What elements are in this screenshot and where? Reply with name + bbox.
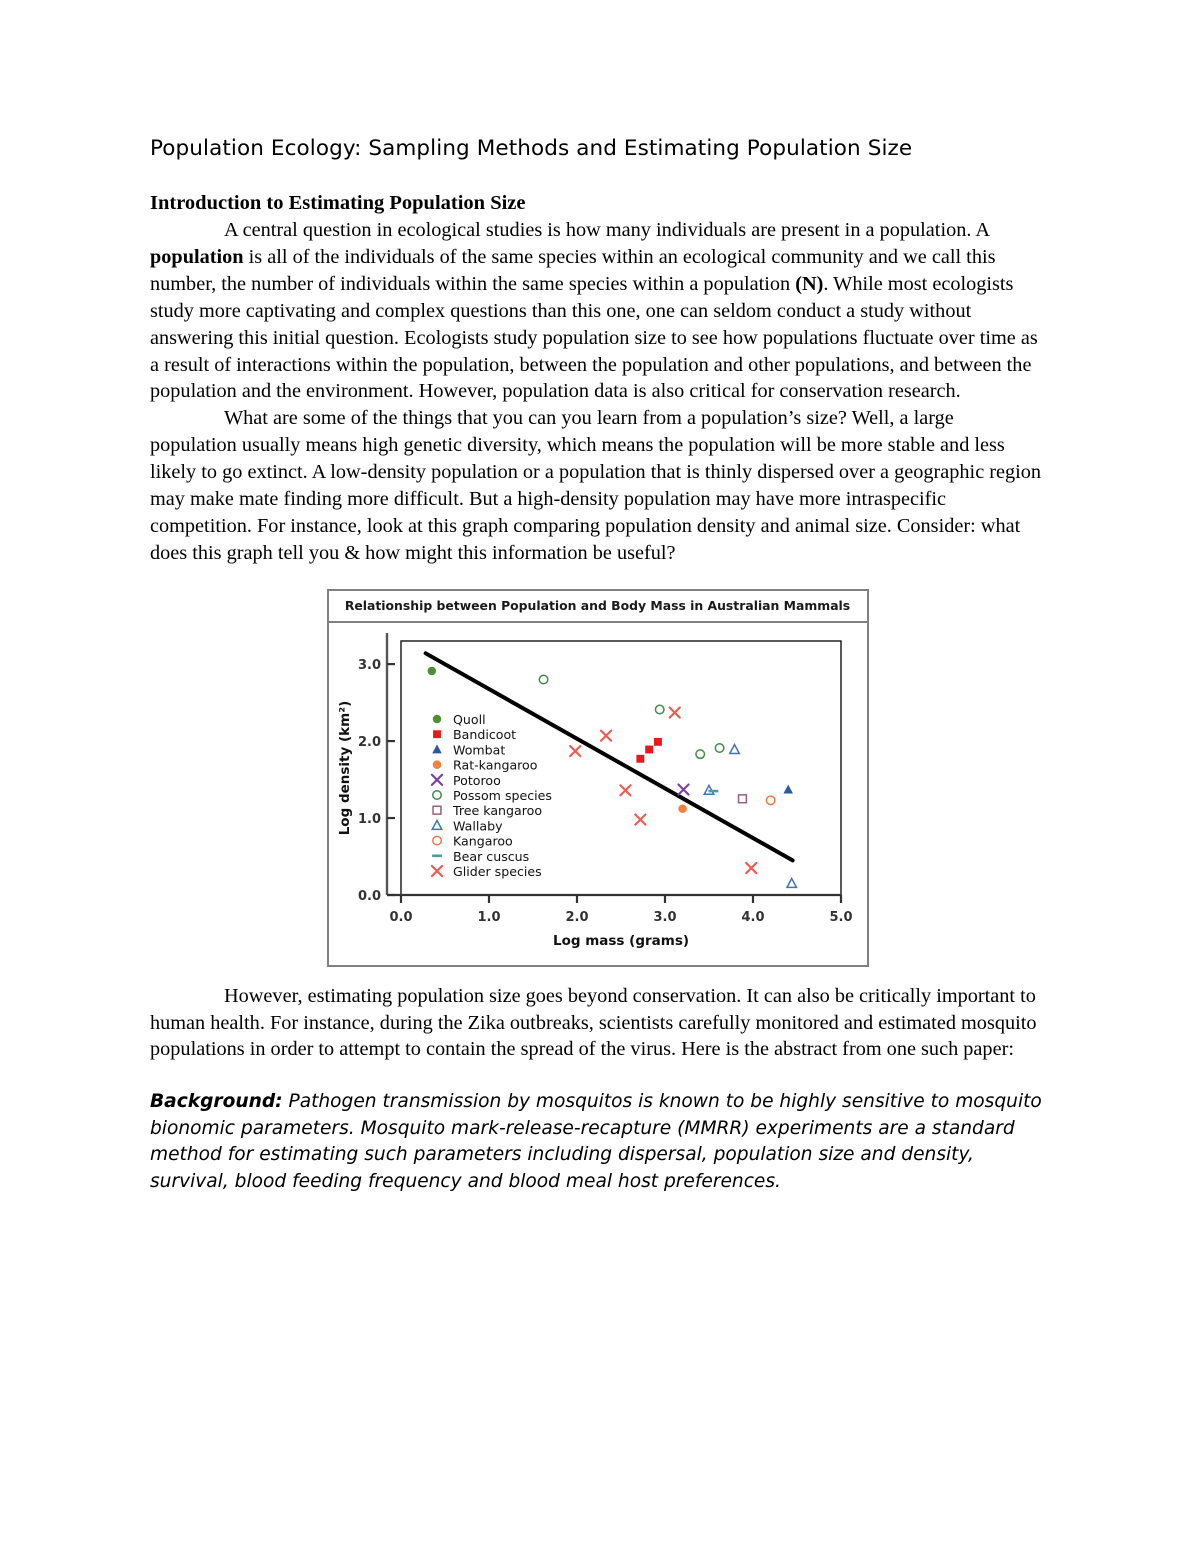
par1-text-b: is all of the individuals of the same species within an ecological community and we call this number, the number of individuals within the same species within a population bbox=[150, 245, 996, 295]
legend-label: Wombat bbox=[452, 742, 505, 758]
scatter-plot-svg bbox=[329, 623, 867, 965]
y-axis-title: Log density (km²) bbox=[336, 700, 353, 835]
data-point bbox=[636, 754, 644, 762]
par1-text-a: A central question in ecological studies is how many individuals are present in a population. A bbox=[224, 219, 989, 242]
section-heading: Introduction to Estimating Population Size bbox=[150, 191, 526, 214]
abstract-body-text: Pathogen transmission by mosquitos is known to be highly sensitive to mosquito bionomic parameters. Mosquito mark-release-recapture (MMRR) experiments are a standard method for estimating such parameters including dispersal, population size and density, survival, blood feeding frequency and blood meal host preferences. bbox=[150, 1091, 1042, 1193]
x-axis-tick-label: 3.0 bbox=[652, 909, 677, 925]
legend-label: Potoroo bbox=[452, 772, 501, 788]
chart-title-band bbox=[329, 591, 867, 623]
abstract-lead-label: Background: bbox=[150, 1091, 283, 1113]
paragraph-intro bbox=[150, 217, 1045, 405]
x-axis-tick-label: 0.0 bbox=[388, 909, 413, 925]
legend-label: Possom species bbox=[452, 787, 552, 803]
title-spacer bbox=[150, 162, 1045, 190]
legend-marker bbox=[432, 714, 441, 723]
x-axis-tick-label: 2.0 bbox=[564, 909, 589, 925]
legend-label: Bear cuscus bbox=[452, 848, 529, 864]
paragraph-learn: What are some of the things that you can you learn from a population’s size? Well, a large population usually means high genetic diversity, which means the population will be more stable and less likely to go extinct. A low-density population or a population that is thinly dispersed over a geographic region may make mate finding more difficult. But a high-density population may have more intraspecific competition. For instance, look at this graph comparing population density and animal size. Consider: what does this graph tell you & how might this information be useful? bbox=[150, 407, 1042, 564]
abstract-paragraph bbox=[150, 1089, 1045, 1195]
document-content bbox=[150, 136, 1045, 1214]
par1-text-c: . While most ecologists study more captivating and complex questions than this one, one can seldom conduct a study without answering this initial question. Ecologists study population size to see how populations fluctuate over time as a result of interactions within the population, between the population and other populations, and between the population and the environment. However, population data is also critical for conservation research. bbox=[150, 272, 1038, 403]
legend-label: Rat-kangaroo bbox=[452, 757, 537, 773]
par1-bold-n: (N) bbox=[795, 272, 824, 295]
legend-marker bbox=[433, 730, 441, 738]
page-title: Population Ecology: Sampling Methods and Estimating Population Size bbox=[150, 136, 913, 161]
x-axis-title: Log mass (grams) bbox=[552, 932, 689, 949]
data-point bbox=[654, 738, 662, 746]
data-point bbox=[678, 804, 687, 813]
x-axis-tick-label: 5.0 bbox=[828, 909, 853, 925]
y-axis-tick-label: 1.0 bbox=[357, 811, 381, 827]
par1-bold-population: population bbox=[150, 245, 244, 268]
x-axis-tick-label: 1.0 bbox=[476, 909, 501, 925]
legend-label: Bandicoot bbox=[452, 726, 516, 742]
legend-marker bbox=[432, 760, 441, 769]
y-axis-tick-label: 3.0 bbox=[357, 657, 381, 673]
figure-container bbox=[150, 589, 1045, 967]
legend-label: Glider species bbox=[452, 863, 542, 879]
legend-label: Wallaby bbox=[452, 818, 503, 834]
y-axis-tick-label: 0.0 bbox=[357, 888, 381, 904]
legend-label: Tree kangaroo bbox=[452, 802, 542, 818]
figure-bottom-gap bbox=[150, 967, 1045, 983]
data-point bbox=[645, 745, 653, 753]
x-axis-tick-label: 4.0 bbox=[740, 909, 765, 925]
data-point bbox=[427, 666, 436, 675]
chart-title: Relationship between Population and Body Mass in Australian Mammals bbox=[344, 598, 851, 614]
paragraph-health: However, estimating population size goes beyond conservation. It can also be critically important to human health. For instance, during the Zika outbreaks, scientists carefully monitored and estimated mosquito populations in order to attempt to contain the spread of the virus. Here is the abstract from one such paper: bbox=[150, 984, 1037, 1061]
legend-label: Quoll bbox=[452, 711, 486, 727]
legend-label: Kangaroo bbox=[452, 833, 513, 849]
chart-frame bbox=[327, 589, 869, 967]
chart-plot-area bbox=[329, 623, 867, 965]
y-axis-tick-label: 2.0 bbox=[357, 734, 381, 750]
